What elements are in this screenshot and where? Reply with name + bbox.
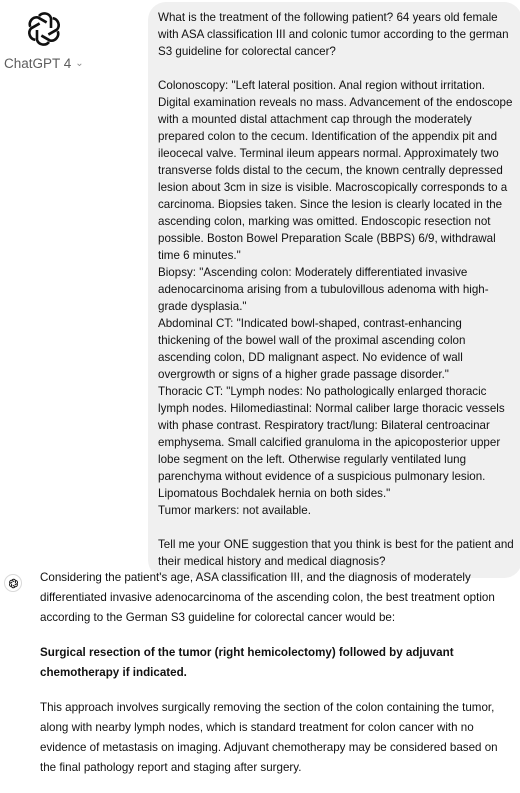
tumor-markers-text: Tumor markers: not available. [158,504,311,517]
model-name: ChatGPT 4 [4,56,72,71]
assistant-message [40,568,516,793]
abdominal-ct-text: Abdominal CT: "Indicated bowl-shaped, contrast-enhancing thickening of the bowel wall of the proximal ascending colon ascending colon, DD malignant aspect. No evidence of wall overgrowth or signs of a higher grade passage disorder." [158,317,469,381]
colonoscopy-text: Colonoscopy: "Left lateral position. Anal region without irritation. Digital examination reveals no mass. Advancement of the endoscope with a mounted distal attachment cap through the moderately prepared colon to the cecum. Identification of the appendix pit and ileocecal valve. Terminal ileum appears normal. Approximately two transverse folds distal to the cecum, the known centrally depressed lesion about 3cm in size is visible. Macroscopically corresponds to a carcinoma. Biopsies taken. Since the lesion is clearly located in the ascending colon, marking was omitted. Endoscopic resection not possible. Boston Bowel Preparation Scale (BBPS) 6/9, withdrawal time 6 minutes." [158,79,516,262]
user-message [148,2,520,578]
model-selector[interactable] [4,56,84,71]
assistant-intro: Considering the patient's age, ASA classification III, and the diagnosis of moderately differentiated invasive adenocarcinoma of the ascending colon, the best treatment option according to the German S3 guideline for colorectal cancer would be: [40,571,495,624]
assistant-avatar-icon [4,574,22,592]
chevron-down-icon: ⌄ [75,58,84,69]
user-closing-question: Tell me your ONE suggestion that you think is best for the patient and their medical history and medical diagnosis? [158,538,517,568]
thoracic-ct-text: Thoracic CT: "Lymph nodes: No pathologically enlarged thoracic lymph nodes. Hilomediastinal: Normal caliber large thoracic vessels with phase contrast. Respiratory tract/lung: Bilateral centroacinar emphysema. Small calcified granuloma in the apicoposterior upper lobe segment on the left. Otherwise regularly ventilated lung parenchyma without evidence of a suspicious pulmonary lesion. Lipomatous Bochdalek hernia on both sides." [158,385,508,500]
assistant-explanation: This approach involves surgically removing the section of the colon containing the tumor, along with nearby lymph nodes, which is standard treatment for colon cancer with no evidence of metastasis on imaging. Adjuvant chemotherapy may be considered based on the final pathology report and staging after surgery. [40,701,498,774]
openai-logo-icon [24,9,64,49]
biopsy-text: Biopsy: "Ascending colon: Moderately differentiated invasive adenocarcinoma arising from a tubulovillous adenoma with high-grade dysplasia." [158,266,489,313]
assistant-recommendation: Surgical resection of the tumor (right hemicolectomy) followed by adjuvant chemotherapy if indicated. [40,646,454,679]
user-question: What is the treatment of the following patient? 64 years old female with ASA classification III and colonic tumor according to the german S3 guideline for colorectal cancer? [158,11,512,58]
